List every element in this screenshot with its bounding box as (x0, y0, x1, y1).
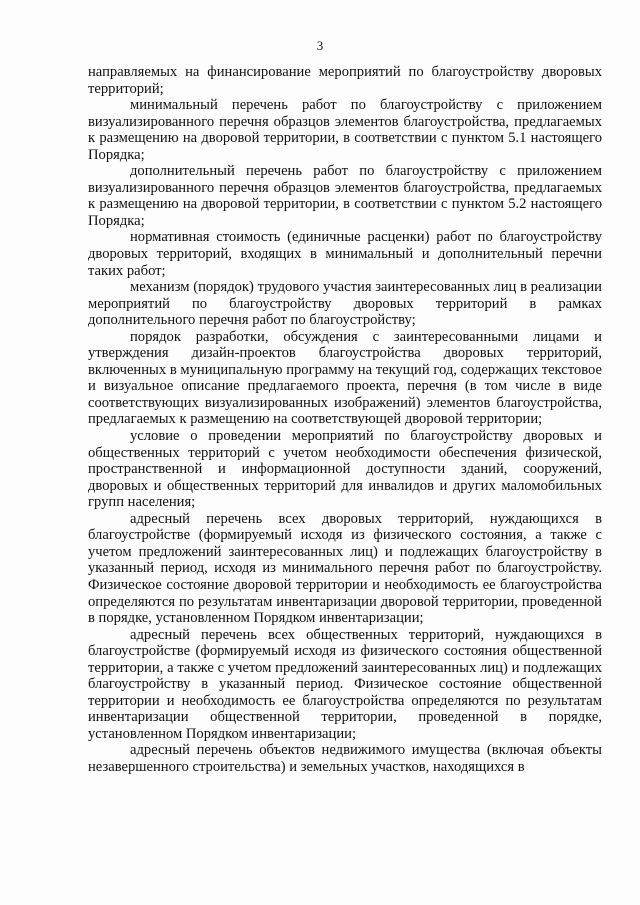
paragraph-continuation: направляемых на финансирование мероприятий по благоустройству дворовых территорий; (88, 64, 602, 97)
paragraph-public-address-list: адресный перечень всех общественных территорий, нуждающихся в благоустройстве (формируемый исходя из физического состояния общественной территории, а также с учетом предложений заинтересованных лиц) и подлежащих благоустройству в указанный период. Физическое состояние общественной территории и необходимость ее благоустройства определяются по результатам инвентаризации общественной территории, проведенной в порядке, установленном Порядком инвентаризации; (88, 626, 602, 742)
paragraph-accessibility-condition: условие о проведении мероприятий по благоустройству дворовых и общественных территорий с учетом необходимости обеспечения физической, пространственной и информационной доступности зданий, сооружений, дворовых и общественных территорий для инвалидов и других маломобильных групп населения; (88, 428, 602, 511)
paragraph-labor-participation: механизм (порядок) трудового участия заинтересованных лиц в реализации мероприятий по благоустройству дворовых территорий в рамках дополнительного перечня работ по благоустройству; (88, 279, 602, 329)
paragraph-design-projects: порядок разработки, обсуждения с заинтересованными лицами и утверждения дизайн-проектов благоустройства дворовых территорий, включенных в муниципальную программу на текущий год, содержащих текстовое и визуальное описание предлагаемого проекта, перечня (в том числе в виде соответствующих визуализированных изображений) элементов благоустройства, предлагаемых к размещению на соответствующей дворовой территории; (88, 328, 602, 428)
paragraph-additional-works-list: дополнительный перечень работ по благоустройству с приложением визуализированного перечня образцов элементов благоустройства, предлагаемых к размещению на дворовой территории, в соответствии с пунктом 5.2 настоящего Порядка; (88, 163, 602, 229)
page-number: 3 (316, 38, 324, 53)
document-body (88, 64, 602, 776)
paragraph-real-estate-list: адресный перечень объектов недвижимого имущества (включая объекты незавершенного строительства) и земельных участков, находящихся в (88, 742, 602, 775)
paragraph-standard-cost: нормативная стоимость (единичные расценки) работ по благоустройству дворовых территорий, входящих в минимальный и дополнительный перечни таких работ; (88, 229, 602, 279)
paragraph-minimal-works-list: минимальный перечень работ по благоустройству с приложением визуализированного перечня образцов элементов благоустройства, предлагаемых к размещению на дворовой территории, в соответствии с пунктом 5.1 настоящего Порядка; (88, 97, 602, 163)
paragraph-courtyard-address-list: адресный перечень всех дворовых территорий, нуждающихся в благоустройстве (формируемый исходя из физического состояния, а также с учетом предложений заинтересованных лиц) и подлежащих благоустройству в указанный период, исходя из минимального перечня работ по благоустройству. Физическое состояние дворовой территории и необходимость ее благоустройства определяются по результатам инвентаризации дворовой территории, проведенной в порядке, установленном Порядком инвентаризации; (88, 510, 602, 627)
